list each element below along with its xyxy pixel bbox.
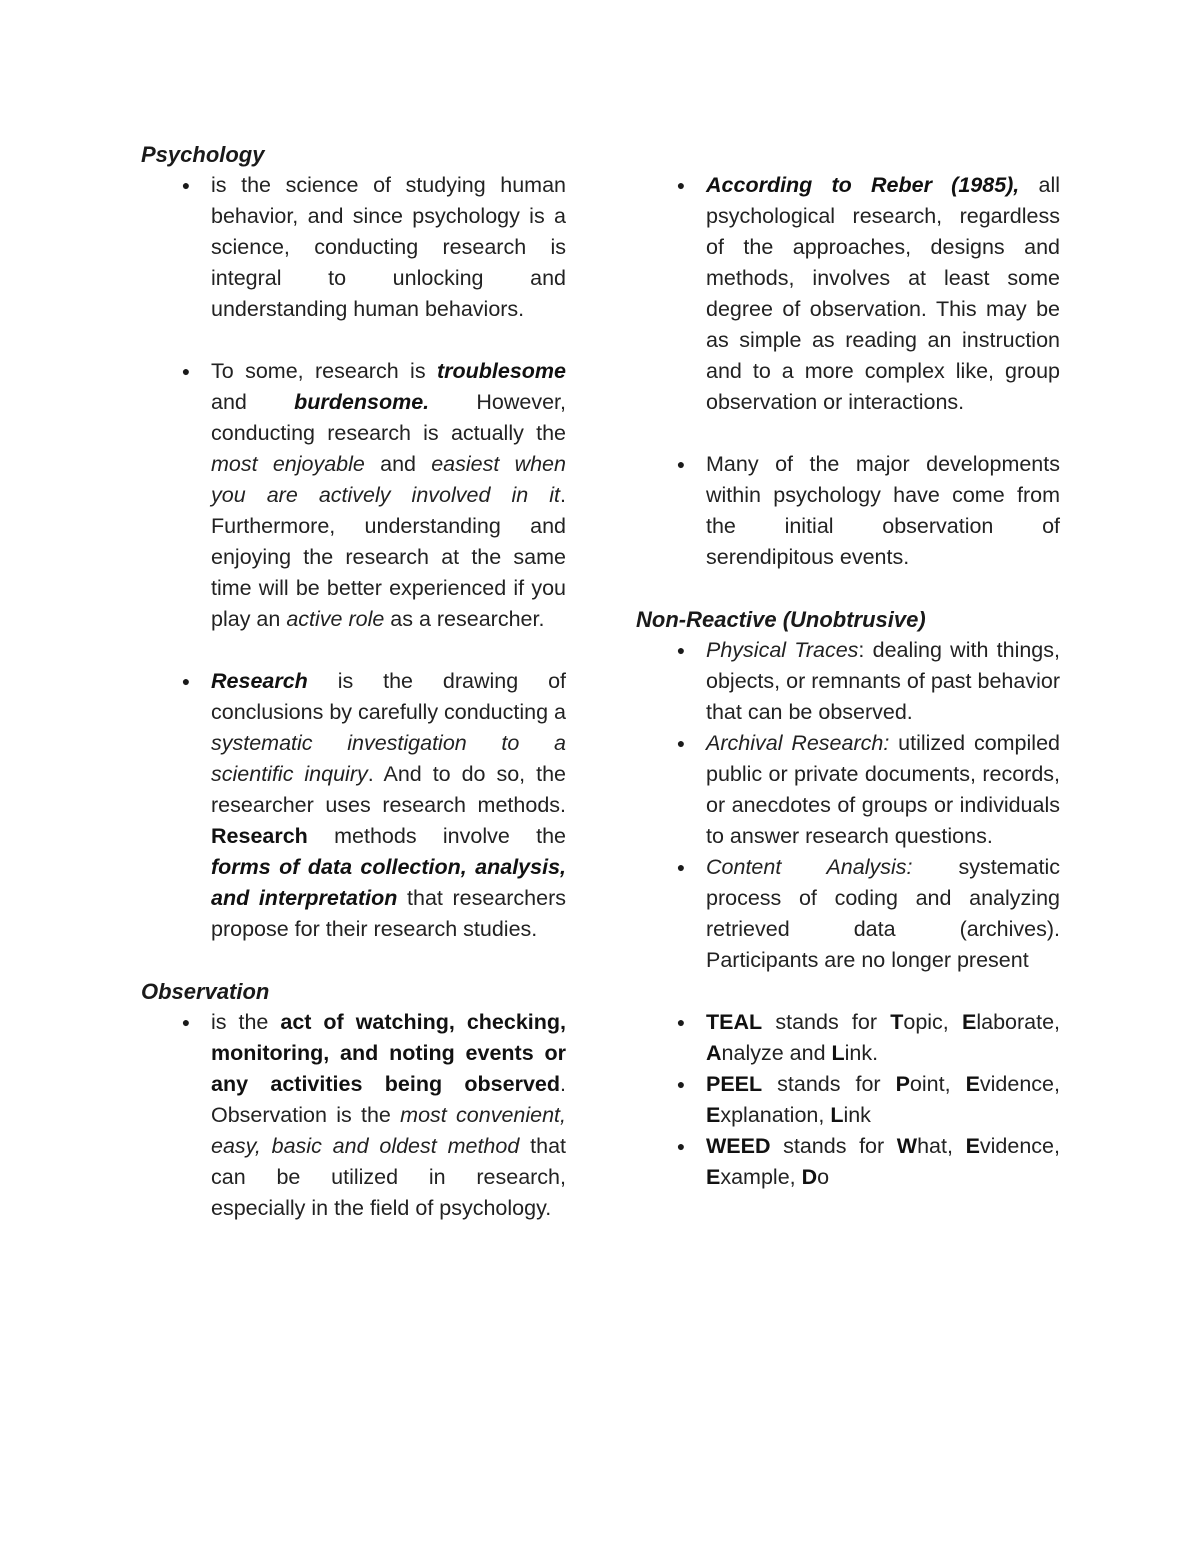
paragraph	[211, 356, 566, 635]
text-run: methods involve the	[307, 824, 566, 848]
text-run: and	[364, 452, 432, 476]
acronym-list	[636, 1007, 1060, 1193]
list-item	[636, 170, 1060, 418]
list-item	[636, 449, 1060, 573]
bold-run: E	[965, 1134, 980, 1158]
text-run: is the drawing of conclusions by carefully conducting a	[211, 669, 566, 724]
list-item-peel	[636, 1069, 1060, 1131]
bold-run: T	[890, 1010, 904, 1034]
text-run: hat,	[917, 1134, 966, 1158]
text-run: laborate,	[976, 1010, 1061, 1034]
text-run: : dealing with things, objects, or remnants of past behavior that can be observed.	[706, 638, 1060, 724]
text-run: To some, research is	[211, 359, 437, 383]
list-item	[141, 170, 566, 325]
paragraph: Many of the major developments within psychology have come from the initial observation of serendipitous events.	[706, 452, 1060, 569]
text-run: . Furthermore, understanding and enjoying the research at the same time will be better experienced if you play an	[211, 483, 566, 631]
text-run: systematic process of coding and analyzing retrieved data (archives). Participants are no longer present	[706, 855, 1060, 972]
text-run: ink	[843, 1103, 871, 1127]
bullet-icon: ●	[181, 363, 191, 379]
bold-italic-run: burdensome.	[294, 390, 430, 414]
bold-run: A	[706, 1041, 722, 1065]
paragraph	[706, 1131, 1060, 1193]
text-run: . Observation is the	[211, 1072, 566, 1127]
bold-run: E	[706, 1165, 721, 1189]
text-run: However, conducting research is actually the	[211, 390, 566, 445]
bullet-icon: ●	[181, 673, 191, 689]
paragraph: is the science of studying human behavior, and since psychology is a science, conducting research is integral to unlocking and understanding human behaviors.	[211, 173, 566, 321]
list-item-weed	[636, 1131, 1060, 1193]
italic-run: active role	[286, 607, 385, 631]
text-run: is the	[211, 1010, 281, 1034]
observation-list	[141, 1007, 566, 1224]
paragraph	[706, 1069, 1060, 1131]
list-item	[636, 852, 1060, 976]
paragraph	[706, 728, 1060, 852]
list-item	[636, 728, 1060, 852]
psychology-list	[141, 170, 566, 945]
spacer	[636, 976, 1060, 1007]
list-item	[141, 666, 566, 945]
bold-run: WEED	[706, 1134, 771, 1158]
text-run: . And to do so, the researcher uses research methods.	[211, 762, 567, 817]
italic-run: most enjoyable	[211, 452, 365, 476]
section-heading-observation: Observation	[141, 979, 270, 1004]
paragraph	[706, 635, 1060, 728]
paragraph	[706, 170, 1060, 418]
paragraph	[706, 852, 1060, 976]
text-run: oint,	[909, 1072, 966, 1096]
text-run: stands for	[762, 1072, 896, 1096]
text-run: nalyze and	[721, 1041, 832, 1065]
right-column	[636, 139, 1060, 1193]
bullet-icon: ●	[676, 859, 686, 875]
bold-run: E	[962, 1010, 977, 1034]
bullet-icon: ●	[676, 177, 686, 193]
list-item	[636, 635, 1060, 728]
bold-run: W	[896, 1134, 918, 1158]
bold-run: P	[895, 1072, 910, 1096]
bold-run: L	[831, 1041, 845, 1065]
italic-run: systematic investigation to a scientific inquiry	[211, 731, 566, 786]
bullet-icon: ●	[676, 735, 686, 751]
bold-run: act of watching, checking, monitoring, and noting events or any activities being observed	[211, 1010, 566, 1096]
spacer	[141, 635, 566, 666]
text-run: stands for	[762, 1010, 891, 1034]
left-column	[141, 139, 566, 1224]
spacer	[636, 418, 1060, 449]
text-run: stands for	[770, 1134, 897, 1158]
bullet-icon: ●	[181, 1014, 191, 1030]
bold-run: L	[830, 1103, 844, 1127]
text-run: as a researcher.	[384, 607, 545, 631]
non-reactive-list	[636, 635, 1060, 976]
bold-italic-run: Research	[211, 669, 308, 693]
text-run: xample,	[720, 1165, 802, 1189]
bold-run: Research	[211, 824, 308, 848]
spacer	[636, 139, 1060, 170]
bold-italic-run: According to Reber (1985),	[706, 173, 1020, 197]
list-item-teal	[636, 1007, 1060, 1069]
observation-continued-list	[636, 170, 1060, 573]
bullet-icon: ●	[676, 1076, 686, 1092]
italic-run: Archival Research:	[706, 731, 890, 755]
bold-italic-run: forms of data collection, analysis, and interpretation	[211, 855, 566, 910]
bullet-icon: ●	[676, 1014, 686, 1030]
section-heading-non-reactive: Non-Reactive (Unobtrusive)	[636, 607, 926, 632]
paragraph	[706, 1007, 1060, 1069]
paragraph	[211, 1007, 566, 1224]
italic-run: most convenient, easy, basic and oldest method	[211, 1103, 567, 1158]
bullet-icon: ●	[181, 177, 191, 193]
text-run: vidence,	[979, 1134, 1060, 1158]
italic-run: Content Analysis:	[706, 855, 913, 879]
section-heading-psychology: Psychology	[141, 142, 265, 167]
bullet-icon: ●	[676, 642, 686, 658]
bullet-icon: ●	[676, 1138, 686, 1154]
bold-run: D	[801, 1165, 818, 1189]
italic-run: easiest when you are actively involved in it	[211, 452, 566, 507]
bold-run: TEAL	[706, 1010, 763, 1034]
italic-run: Physical Traces	[706, 638, 859, 662]
bullet-icon: ●	[676, 456, 686, 472]
list-item	[141, 356, 566, 635]
list-item	[141, 1007, 566, 1224]
bold-italic-run: troublesome	[436, 359, 566, 383]
spacer	[141, 325, 566, 356]
bold-run: E	[706, 1103, 721, 1127]
text-run: ink.	[844, 1041, 879, 1065]
text-run: that researchers propose for their research studies.	[211, 886, 567, 941]
spacer	[141, 945, 566, 976]
text-run: o	[817, 1165, 830, 1189]
text-run: all psychological research, regardless of the approaches, designs and methods, involves at least some degree of observation. This may be as simple as reading an instruction and to a more complex like, group observation or interactions.	[706, 173, 1060, 414]
text-run: vidence,	[979, 1072, 1060, 1096]
bold-run: E	[965, 1072, 980, 1096]
text-run: xplanation,	[720, 1103, 831, 1127]
bold-run: PEEL	[706, 1072, 763, 1096]
spacer	[636, 573, 1060, 604]
paragraph	[211, 666, 566, 945]
text-run: opic,	[903, 1010, 962, 1034]
text-run: that can be utilized in research, especially in the field of psychology.	[211, 1134, 566, 1220]
text-run: and	[211, 390, 295, 414]
text-run: utilized compiled public or private documents, records, or anecdotes of groups or individuals to answer research questions.	[706, 731, 1060, 848]
